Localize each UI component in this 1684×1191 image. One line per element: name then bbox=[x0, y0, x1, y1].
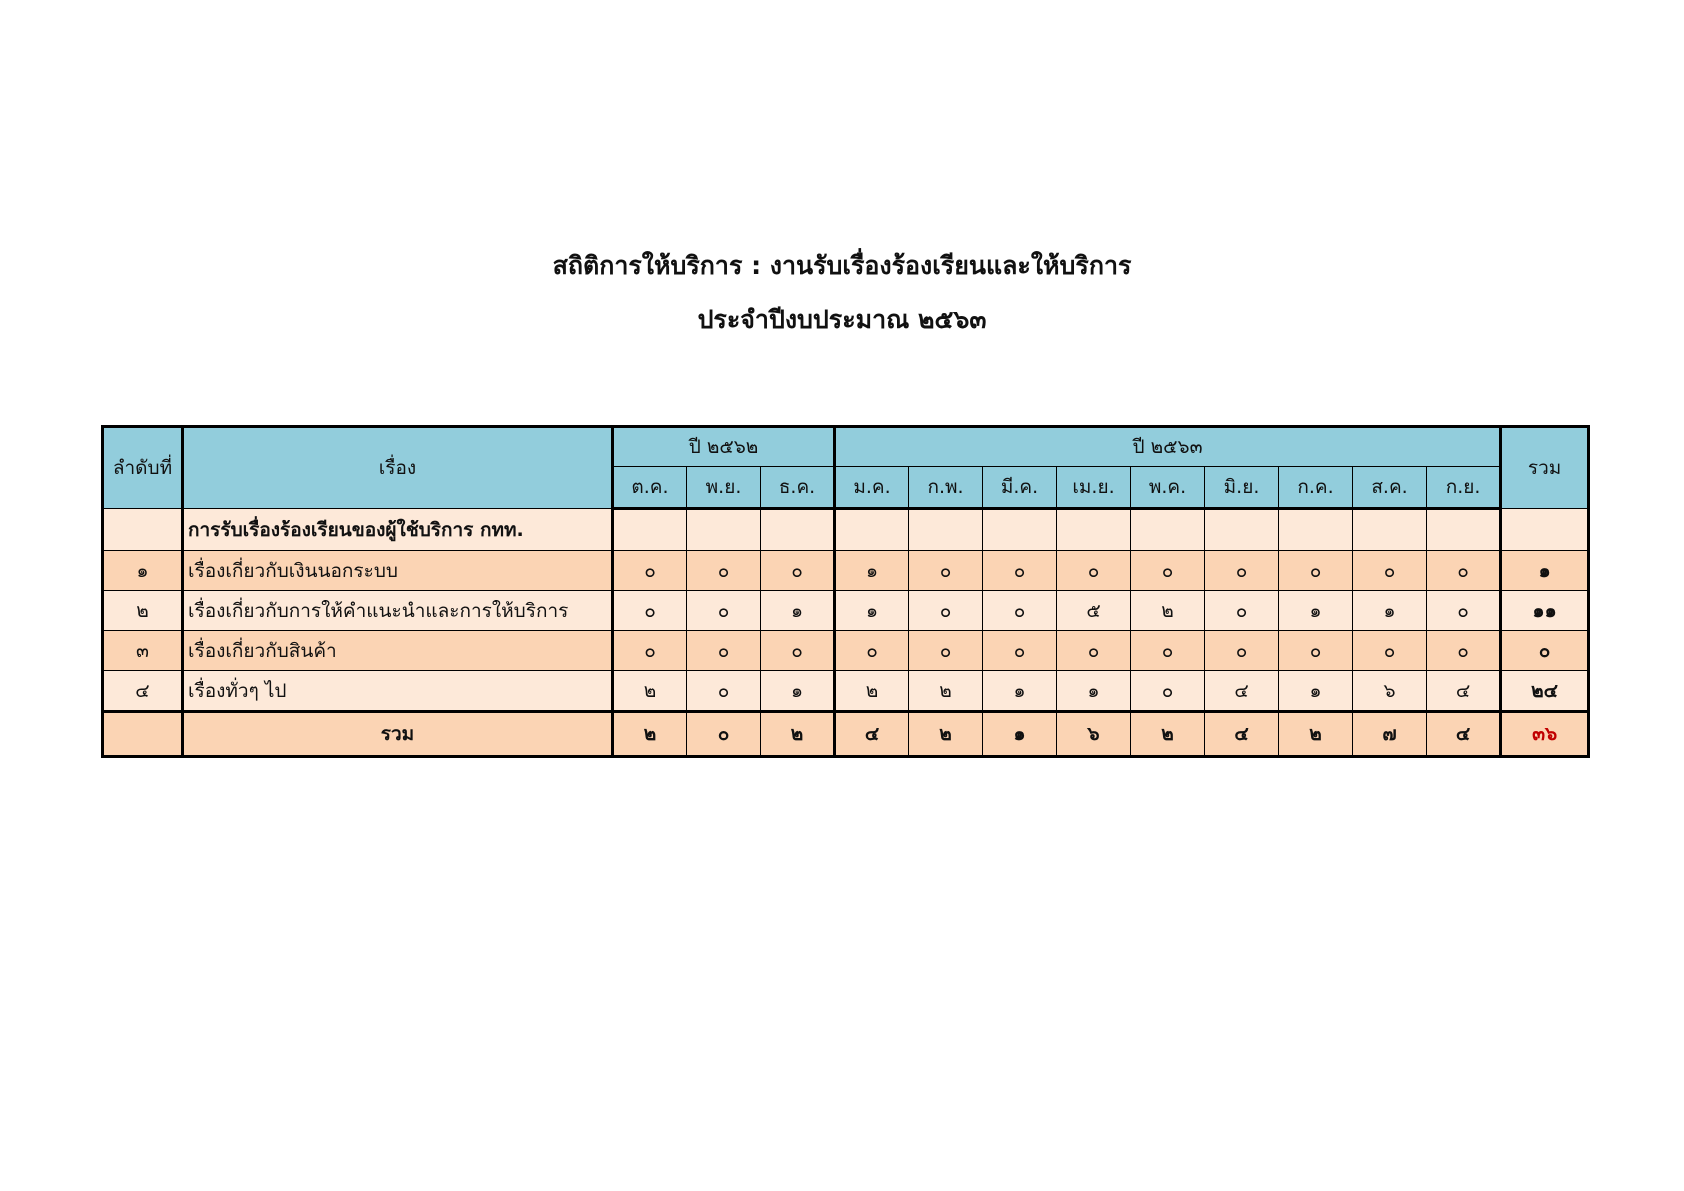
month-value: ๐ bbox=[909, 631, 983, 671]
month-value: ๐ bbox=[687, 631, 761, 671]
month-value: ๐ bbox=[687, 671, 761, 712]
sum-value: ๒ bbox=[1131, 712, 1205, 757]
header-month: ก.ย. bbox=[1427, 467, 1501, 509]
row-topic: เรื่องเกี่ยวกับการให้คำแนะนำและการให้บริการ bbox=[183, 591, 613, 631]
sum-value: ๗ bbox=[1353, 712, 1427, 757]
sum-value: ๒ bbox=[1279, 712, 1353, 757]
month-value: ๐ bbox=[1205, 591, 1279, 631]
sum-value: ๖ bbox=[1057, 712, 1131, 757]
empty-cell bbox=[1501, 509, 1589, 551]
grand-total: ๓๖ bbox=[1501, 712, 1589, 757]
month-value: ๒ bbox=[835, 671, 909, 712]
row-total: ๒๔ bbox=[1501, 671, 1589, 712]
month-value: ๐ bbox=[1427, 591, 1501, 631]
month-value: ๐ bbox=[613, 551, 687, 591]
month-value: ๐ bbox=[1427, 551, 1501, 591]
month-value: ๐ bbox=[983, 591, 1057, 631]
empty-cell bbox=[1427, 509, 1501, 551]
month-value: ๐ bbox=[1205, 631, 1279, 671]
month-value: ๔ bbox=[1205, 671, 1279, 712]
header-month: ส.ค. bbox=[1353, 467, 1427, 509]
month-value: ๖ bbox=[1353, 671, 1427, 712]
row-total: ๑ bbox=[1501, 551, 1589, 591]
row-total: ๐ bbox=[1501, 631, 1589, 671]
empty-cell bbox=[1205, 509, 1279, 551]
empty-cell bbox=[1057, 509, 1131, 551]
empty-cell bbox=[761, 509, 835, 551]
empty-cell bbox=[1353, 509, 1427, 551]
month-value: ๐ bbox=[761, 631, 835, 671]
month-value: ๐ bbox=[1131, 671, 1205, 712]
sum-value: ๒ bbox=[909, 712, 983, 757]
statistics-table bbox=[101, 425, 1590, 758]
sum-value: ๒ bbox=[761, 712, 835, 757]
month-value: ๑ bbox=[835, 551, 909, 591]
month-value: ๑ bbox=[1353, 591, 1427, 631]
sum-value: ๑ bbox=[983, 712, 1057, 757]
month-value: ๐ bbox=[1279, 631, 1353, 671]
month-value: ๐ bbox=[1057, 551, 1131, 591]
month-value: ๑ bbox=[761, 591, 835, 631]
month-value: ๐ bbox=[983, 631, 1057, 671]
month-value: ๐ bbox=[613, 591, 687, 631]
row-topic: เรื่องเกี่ยวกับเงินนอกระบบ bbox=[183, 551, 613, 591]
header-year-2562: ปี ๒๕๖๒ bbox=[613, 427, 835, 467]
header-month: เม.ย. bbox=[1057, 467, 1131, 509]
empty-cell bbox=[835, 509, 909, 551]
month-value: ๑ bbox=[1279, 671, 1353, 712]
header-month: มิ.ย. bbox=[1205, 467, 1279, 509]
month-value: ๐ bbox=[1057, 631, 1131, 671]
header-month: ก.พ. bbox=[909, 467, 983, 509]
sum-value: ๐ bbox=[687, 712, 761, 757]
sum-value: ๔ bbox=[835, 712, 909, 757]
month-value: ๐ bbox=[1279, 551, 1353, 591]
sum-value: ๔ bbox=[1427, 712, 1501, 757]
table-row bbox=[103, 551, 1589, 591]
month-value: ๒ bbox=[613, 671, 687, 712]
row-total: ๑๑ bbox=[1501, 591, 1589, 631]
empty-cell bbox=[909, 509, 983, 551]
report-subtitle-block bbox=[0, 293, 1684, 347]
month-value: ๐ bbox=[761, 551, 835, 591]
row-seq: ๔ bbox=[103, 671, 183, 712]
month-value: ๐ bbox=[1131, 551, 1205, 591]
empty-cell bbox=[687, 509, 761, 551]
month-value: ๐ bbox=[835, 631, 909, 671]
table-body bbox=[103, 509, 1589, 757]
table-row bbox=[103, 591, 1589, 631]
month-value: ๑ bbox=[761, 671, 835, 712]
month-value: ๐ bbox=[1353, 631, 1427, 671]
month-value: ๐ bbox=[687, 551, 761, 591]
header-total: รวม bbox=[1501, 427, 1589, 509]
empty-cell bbox=[1131, 509, 1205, 551]
row-seq: ๓ bbox=[103, 631, 183, 671]
header-month: มี.ค. bbox=[983, 467, 1057, 509]
header-month: พ.ค. bbox=[1131, 467, 1205, 509]
month-value: ๐ bbox=[687, 591, 761, 631]
table-row bbox=[103, 671, 1589, 712]
empty-cell bbox=[1279, 509, 1353, 551]
row-topic: เรื่องทั่วๆ ไป bbox=[183, 671, 613, 712]
sum-seq-cell bbox=[103, 712, 183, 757]
header-month: พ.ย. bbox=[687, 467, 761, 509]
month-value: ๕ bbox=[1057, 591, 1131, 631]
header-month: ต.ค. bbox=[613, 467, 687, 509]
month-value: ๒ bbox=[909, 671, 983, 712]
month-value: ๐ bbox=[909, 591, 983, 631]
empty-cell bbox=[983, 509, 1057, 551]
month-value: ๐ bbox=[1427, 631, 1501, 671]
section-title: การรับเรื่องร้องเรียนของผู้ใช้บริการ กทท. bbox=[183, 509, 613, 551]
month-value: ๑ bbox=[835, 591, 909, 631]
section-row bbox=[103, 509, 1589, 551]
header-year-2563: ปี ๒๕๖๓ bbox=[835, 427, 1501, 467]
month-value: ๔ bbox=[1427, 671, 1501, 712]
table-header bbox=[103, 427, 1589, 509]
empty-cell bbox=[613, 509, 687, 551]
header-topic: เรื่อง bbox=[183, 427, 613, 509]
header-month: ธ.ค. bbox=[761, 467, 835, 509]
month-value: ๐ bbox=[613, 631, 687, 671]
sum-value: ๒ bbox=[613, 712, 687, 757]
month-value: ๐ bbox=[1131, 631, 1205, 671]
month-value: ๑ bbox=[983, 671, 1057, 712]
report-subtitle: ประจำปีงบประมาณ ๒๕๖๓ bbox=[697, 305, 987, 334]
section-seq-cell bbox=[103, 509, 183, 551]
row-seq: ๑ bbox=[103, 551, 183, 591]
sum-value: ๔ bbox=[1205, 712, 1279, 757]
sum-row bbox=[103, 712, 1589, 757]
report-title: สถิติการให้บริการ : งานรับเรื่องร้องเรียนและให้บริการ bbox=[552, 251, 1132, 280]
table-row bbox=[103, 631, 1589, 671]
header-seq: ลำดับที่ bbox=[103, 427, 183, 509]
sum-label: รวม bbox=[183, 712, 613, 757]
month-value: ๑ bbox=[1057, 671, 1131, 712]
header-month: ก.ค. bbox=[1279, 467, 1353, 509]
month-value: ๑ bbox=[1279, 591, 1353, 631]
report-title-block bbox=[0, 239, 1684, 293]
month-value: ๐ bbox=[1205, 551, 1279, 591]
row-topic: เรื่องเกี่ยวกับสินค้า bbox=[183, 631, 613, 671]
row-seq: ๒ bbox=[103, 591, 183, 631]
month-value: ๐ bbox=[909, 551, 983, 591]
month-value: ๐ bbox=[983, 551, 1057, 591]
header-month: ม.ค. bbox=[835, 467, 909, 509]
month-value: ๐ bbox=[1353, 551, 1427, 591]
month-value: ๒ bbox=[1131, 591, 1205, 631]
